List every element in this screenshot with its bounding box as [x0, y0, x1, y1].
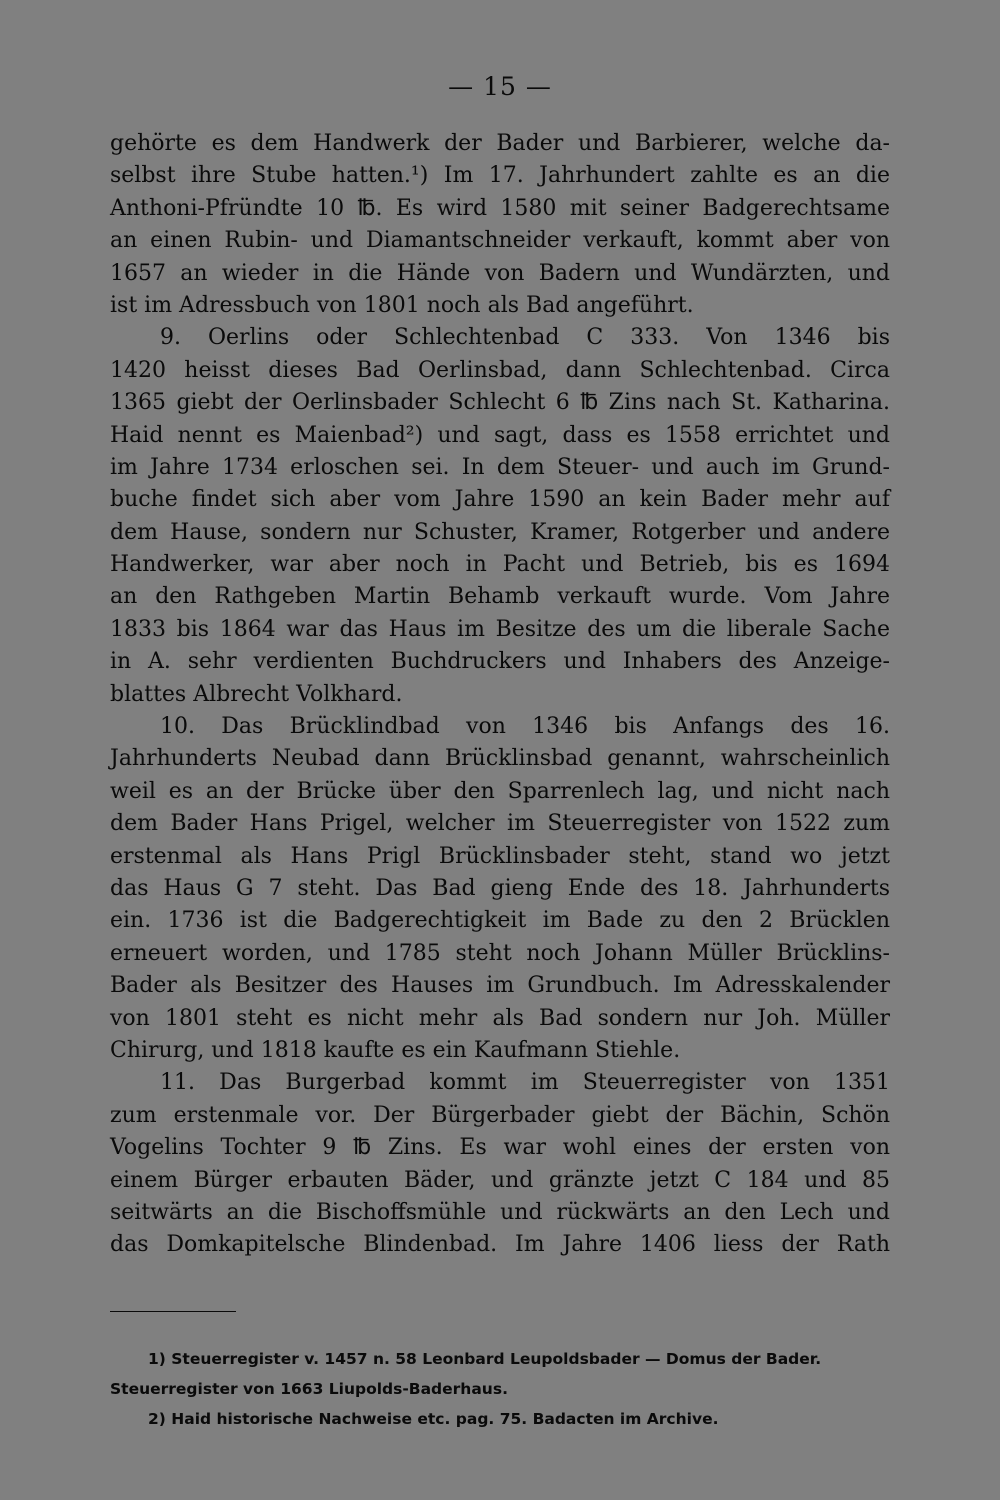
text-line: das Domkapitelsche Blindenbad. Im Jahre 1406 liess der Rath	[110, 1232, 890, 1258]
text-line: im Jahre 1734 erloschen sei. In dem Steuer- und auch im Grund-	[110, 454, 890, 480]
text-line: ein. 1736 ist die Badgerechtigkeit im Bade zu den 2 Brücklen	[110, 908, 890, 934]
text-line: gehörte es dem Handwerk der Bader und Barbierer, welche da-	[110, 131, 890, 156]
text-line: weil es an der Brücke über den Sparrenlech lag, und nicht nach	[110, 778, 890, 804]
text-line: 1657 an wieder in die Hände von Badern und Wundärzten, und	[110, 260, 890, 286]
text-line: 1833 bis 1864 war das Haus im Besitze des um die liberale Sache	[110, 616, 890, 642]
text-line: Jahrhunderts Neubad dann Brücklinsbad genannt, wahrscheinlich	[110, 746, 890, 772]
footnote-continuation: Steuerregister von 1663 Liupolds-Baderhaus.	[110, 1380, 508, 1398]
text-line: selbst ihre Stube hatten.¹) Im 17. Jahrhundert zahlte es an die	[110, 163, 890, 189]
text-line: ist im Adressbuch von 1801 noch als Bad angeführt.	[110, 292, 694, 318]
text-line: von 1801 steht es nicht mehr als Bad sondern nur Joh. Müller	[110, 1005, 890, 1031]
text-line: seitwärts an die Bischoffsmühle und rückwärts an den Lech und	[110, 1199, 890, 1225]
section-heading-line: 9. Oerlins oder Schlechtenbad C 333. Von 1346 bis	[160, 325, 890, 351]
section-heading-line: 10. Das Brücklindbad von 1346 bis Anfangs des 16.	[160, 714, 890, 740]
page-number: — 15 —	[448, 72, 552, 101]
footnote: 1) Steuerregister v. 1457 n. 58 Leonbard Leupoldsbader — Domus der Bader.	[148, 1350, 822, 1368]
text-line: an den Rathgeben Martin Behamb verkauft wurde. Vom Jahre	[110, 584, 890, 610]
text-line: Vogelins Tochter 9 ℔ Zins. Es war wohl eines der ersten von	[110, 1135, 890, 1161]
text-line: dem Hause, sondern nur Schuster, Kramer, Rotgerber und andere	[110, 519, 890, 545]
text-line: dem Bader Hans Prigel, welcher im Steuerregister von 1522 zum	[110, 811, 890, 837]
text-line: Anthoni-Pfründte 10 ℔. Es wird 1580 mit seiner Badgerechtsame	[110, 195, 890, 221]
text-line: einem Bürger erbauten Bäder, und gränzte jetzt C 184 und 85	[110, 1167, 890, 1193]
main-text	[110, 128, 890, 1262]
text-line: Bader als Besitzer des Hauses im Grundbuch. Im Adresskalender	[110, 973, 890, 999]
text-line: Handwerker, war aber noch in Pacht und Betrieb, bis es 1694	[110, 552, 890, 578]
text-line: Haid nennt es Maienbad²) und sagt, dass es 1558 errichtet und	[110, 422, 890, 448]
text-line: Chirurg, und 1818 kaufte es ein Kaufmann Stiehle.	[110, 1037, 681, 1063]
text-line: buche findet sich aber vom Jahre 1590 an kein Bader mehr auf	[110, 487, 890, 513]
footnotes	[110, 1344, 890, 1434]
text-line: erstenmal als Hans Prigl Brücklinsbader steht, stand wo jetzt	[110, 843, 890, 869]
text-line: in A. sehr verdienten Buchdruckers und Inhabers des Anzeige-	[110, 649, 890, 675]
text-line: an einen Rubin- und Diamantschneider verkauft, kommt aber von	[110, 228, 890, 254]
text-line: zum erstenmale vor. Der Bürgerbader giebt der Bächin, Schön	[110, 1102, 890, 1128]
section-heading-line: 11. Das Burgerbad kommt im Steuerregister von 1351	[160, 1070, 890, 1096]
text-line: erneuert worden, und 1785 steht noch Johann Müller Brücklins-	[110, 940, 890, 966]
text-line: das Haus G 7 steht. Das Bad gieng Ende des 18. Jahrhunderts	[110, 875, 890, 901]
text-line: 1420 heisst dieses Bad Oerlinsbad, dann Schlechtenbad. Circa	[110, 357, 890, 383]
footnote: 2) Haid historische Nachweise etc. pag. 75. Badacten im Archive.	[148, 1410, 719, 1428]
footnote-divider	[110, 1311, 236, 1312]
text-line: blattes Albrecht Volkhard.	[110, 681, 403, 707]
text-line: 1365 giebt der Oerlinsbader Schlecht 6 ℔ Zins nach St. Katharina.	[110, 390, 890, 416]
